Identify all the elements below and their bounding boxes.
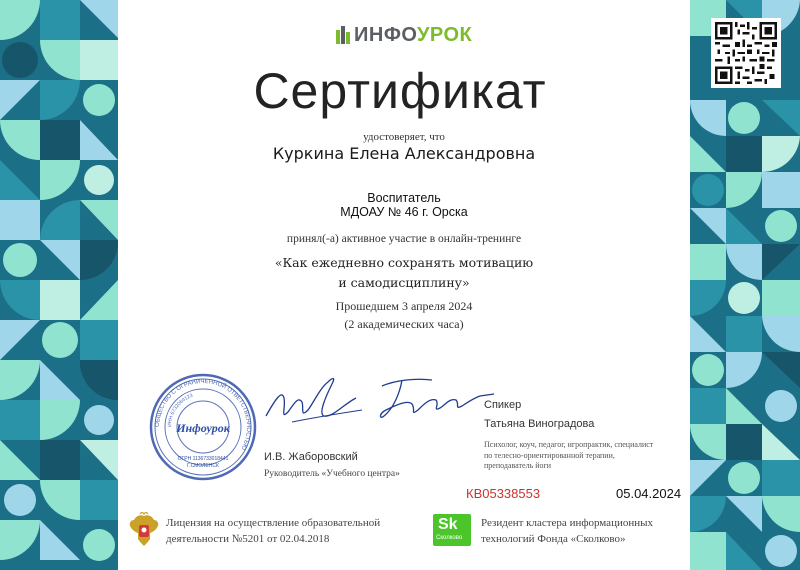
logo-text-green: УРОК (416, 23, 473, 46)
coat-of-arms-icon (128, 512, 160, 548)
stamp-ogrn-text: ОГРН 1136733018441 (177, 456, 229, 462)
resident-line1: Резидент кластера информационных (481, 517, 654, 529)
stamp-outer-text: ОБЩЕСТВО С ОГРАНИЧЕННОЙ ОТВЕТСТВЕННОСТЬЮ (154, 378, 252, 451)
stamp-center-text: Инфоурок (176, 421, 230, 435)
skolkovo-logo-icon (433, 514, 471, 546)
stamp-inn-text: ИНН 6732064123 (166, 392, 194, 428)
infourok-logo-icon (336, 26, 350, 44)
speaker-description: Психолог, коуч, педагог, игропрактик, специалист по телесно-ориентированной терапии, преподаватель йоги (484, 440, 654, 470)
resident-line2: технологий Фонда «Сколково» (481, 533, 626, 545)
logo-text-dark: ИНФО (354, 23, 417, 46)
license-line1: Лицензия на осуществление образовательной (166, 517, 381, 529)
held-date: Прошедшем 3 апреля 2024 (335, 299, 473, 313)
director-signature (262, 368, 372, 438)
director-name: И.В. Жаборовский (264, 451, 358, 463)
activity-text: принял(-а) активное участие в онлайн-тренинге (286, 233, 522, 245)
certificate-date: 05.04.2024 (616, 486, 682, 501)
stamp-city-text: Г.СМОЛЕНСК (187, 463, 219, 469)
organization-stamp (148, 372, 258, 482)
license-line2: деятельности №5201 от 02.04.2018 (166, 533, 330, 545)
recipient-position: Воспитатель (367, 191, 441, 205)
academic-hours: (2 академических часа) (344, 317, 464, 331)
director-role: Руководитель «Учебного центра» (264, 469, 400, 479)
resident-text (481, 515, 653, 547)
skolkovo-logo-mark: Sk (438, 516, 458, 533)
course-title-line1: «Как ежедневно сохранять мотивацию (274, 255, 534, 270)
recipient-name: Куркина Елена Александровна (272, 144, 536, 163)
course-title-line2: и самодисциплину» (338, 275, 470, 290)
certificate-title: Сертификат (253, 63, 547, 119)
speaker-name: Татьяна Виноградова (484, 418, 595, 430)
speaker-signature (376, 370, 496, 430)
skolkovo-logo-text: Сколково (436, 535, 463, 541)
license-text (166, 515, 380, 547)
certificate-number: КВ05338553 (466, 486, 541, 501)
recipient-organization: МДОАУ № 46 г. Орска (340, 205, 468, 219)
speaker-label: Спикер (484, 399, 522, 411)
infourok-logo (336, 22, 472, 48)
certifies-label: удостоверяет, что (363, 131, 445, 143)
